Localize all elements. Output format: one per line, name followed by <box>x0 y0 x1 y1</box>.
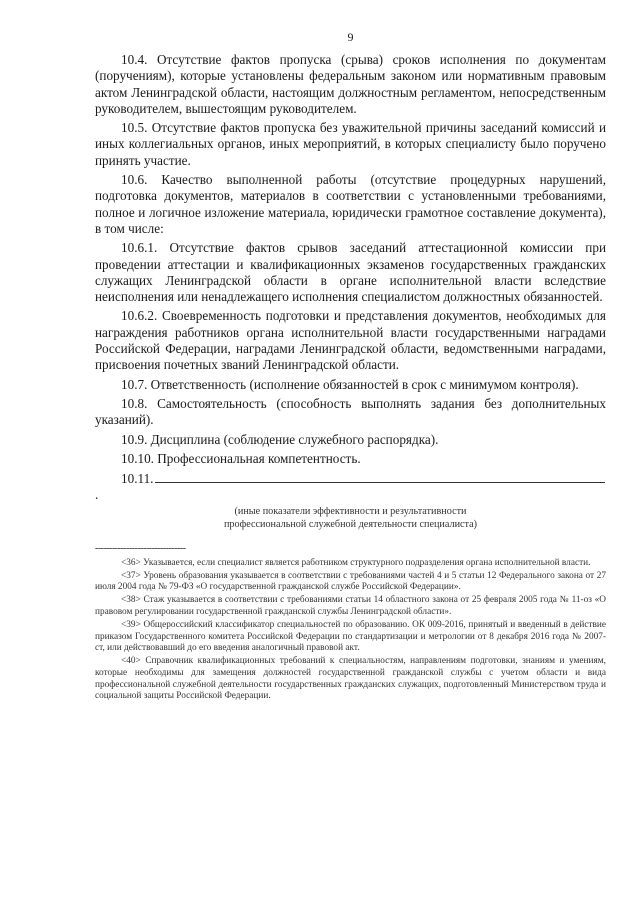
footnote-37: <37> Уровень образования указывается в соответствии с требованиями частей 4 и 5 статьи 12 Федерального закона от 27 июля 2004 года № 79-ФЗ «О государственной гражданской службе Российской Федерации». <box>95 570 606 593</box>
footnote-separator: -------------------------------- <box>95 542 186 554</box>
paragraph-10-6: 10.6. Качество выполненной работы (отсутствие процедурных нарушений, подготовка документов, материалов в соответствии с установленными требованиями, полное и логичное изложение материала, юридически грамотное составление документа), в том числе: <box>95 172 606 236</box>
main-text <box>95 52 606 504</box>
footnotes <box>95 558 606 704</box>
footnote-40: <40> Справочник квалификационных требований к специальностям, направлениям подготовки, знаниям и умениям, которые необходимы для замещения должностей государственной гражданской службы с учетом области и вида профессиональной служебной деятельности государственных гражданских служащих, подготовленный Министерством труда и социальной защиты Российской Федерации. <box>95 656 606 702</box>
caption-line-1: (иные показатели эффективности и результативности <box>234 505 467 517</box>
footnote-39: <39> Общероссийский классификатор специальностей по образованию. ОК 009-2016, принятый и введенный в действие приказом Государственного комитета Российской Федерации по стандартизации и метрологии от 8 декабря 2016 года № 2007-ст, или действовавший до его введения аналогичный правовой акт. <box>95 619 606 654</box>
fill-in-caption <box>95 505 606 531</box>
paragraph-10-6-1: 10.6.1. Отсутствие фактов срывов заседаний аттестационной комиссии при проведении аттестации и квалификационных экзаменов государственных гражданских служащих Ленинградской области в органе исполнительной власти вследствие неисполнения или ненадлежащего исполнения специалистом должностных обязанностей. <box>95 240 606 305</box>
paragraph-10-5: 10.5. Отсутствие фактов пропуска без уважительной причины заседаний комиссий и иных коллегиальных органов, иных мероприятий, в которых специалисту было поручено принять участие. <box>95 120 606 168</box>
paragraph-10-11 <box>95 470 606 504</box>
page-number: 9 <box>347 30 354 44</box>
caption-line-2: профессиональной служебной деятельности специалиста) <box>223 518 478 530</box>
paragraph-10-10: 10.10. Профессиональная компетентность. <box>121 450 361 466</box>
footnote-38: <38> Стаж указывается в соответствии с требованиями статьи 14 областного закона от 25 февраля 2005 года № 11-оз «О правовом регулировании государственной гражданской службы Ленинградской области». <box>95 595 606 617</box>
footnote-36: <36> Указывается, если специалист является работником структурного подразделения органа исполнительной власти. <box>121 557 591 568</box>
paragraph-10-8: 10.8. Самостоятельность (способность выполнять задания без дополнительных указаний). <box>95 395 606 428</box>
paragraph-10-9: 10.9. Дисциплина (соблюдение служебного распорядка). <box>121 431 439 447</box>
fill-in-line <box>155 470 605 483</box>
paragraph-10-4: 10.4. Отсутствие фактов пропуска (срыва) сроков исполнения по документам (поручениям), которые установлены федеральным законом или нормативным правовым актом Ленинградской области, настоящим должностным регламентом, непосредственным руководителем, вышестоящим руководителем. <box>95 52 606 116</box>
item-10-11-label: 10.11. <box>121 471 154 487</box>
item-10-11-end: . <box>95 487 99 503</box>
paragraph-10-6-2: 10.6.2. Своевременность подготовки и представления документов, необходимых для награждения работников органа исполнительной власти государственными наградами Российской Федерации, наградами Ленинградской области, ведомственными наградами, присвоения почетных званий Ленинградской области. <box>95 308 606 373</box>
paragraph-10-7: 10.7. Ответственность (исполнение обязанностей в срок с минимумом контроля). <box>121 376 579 392</box>
